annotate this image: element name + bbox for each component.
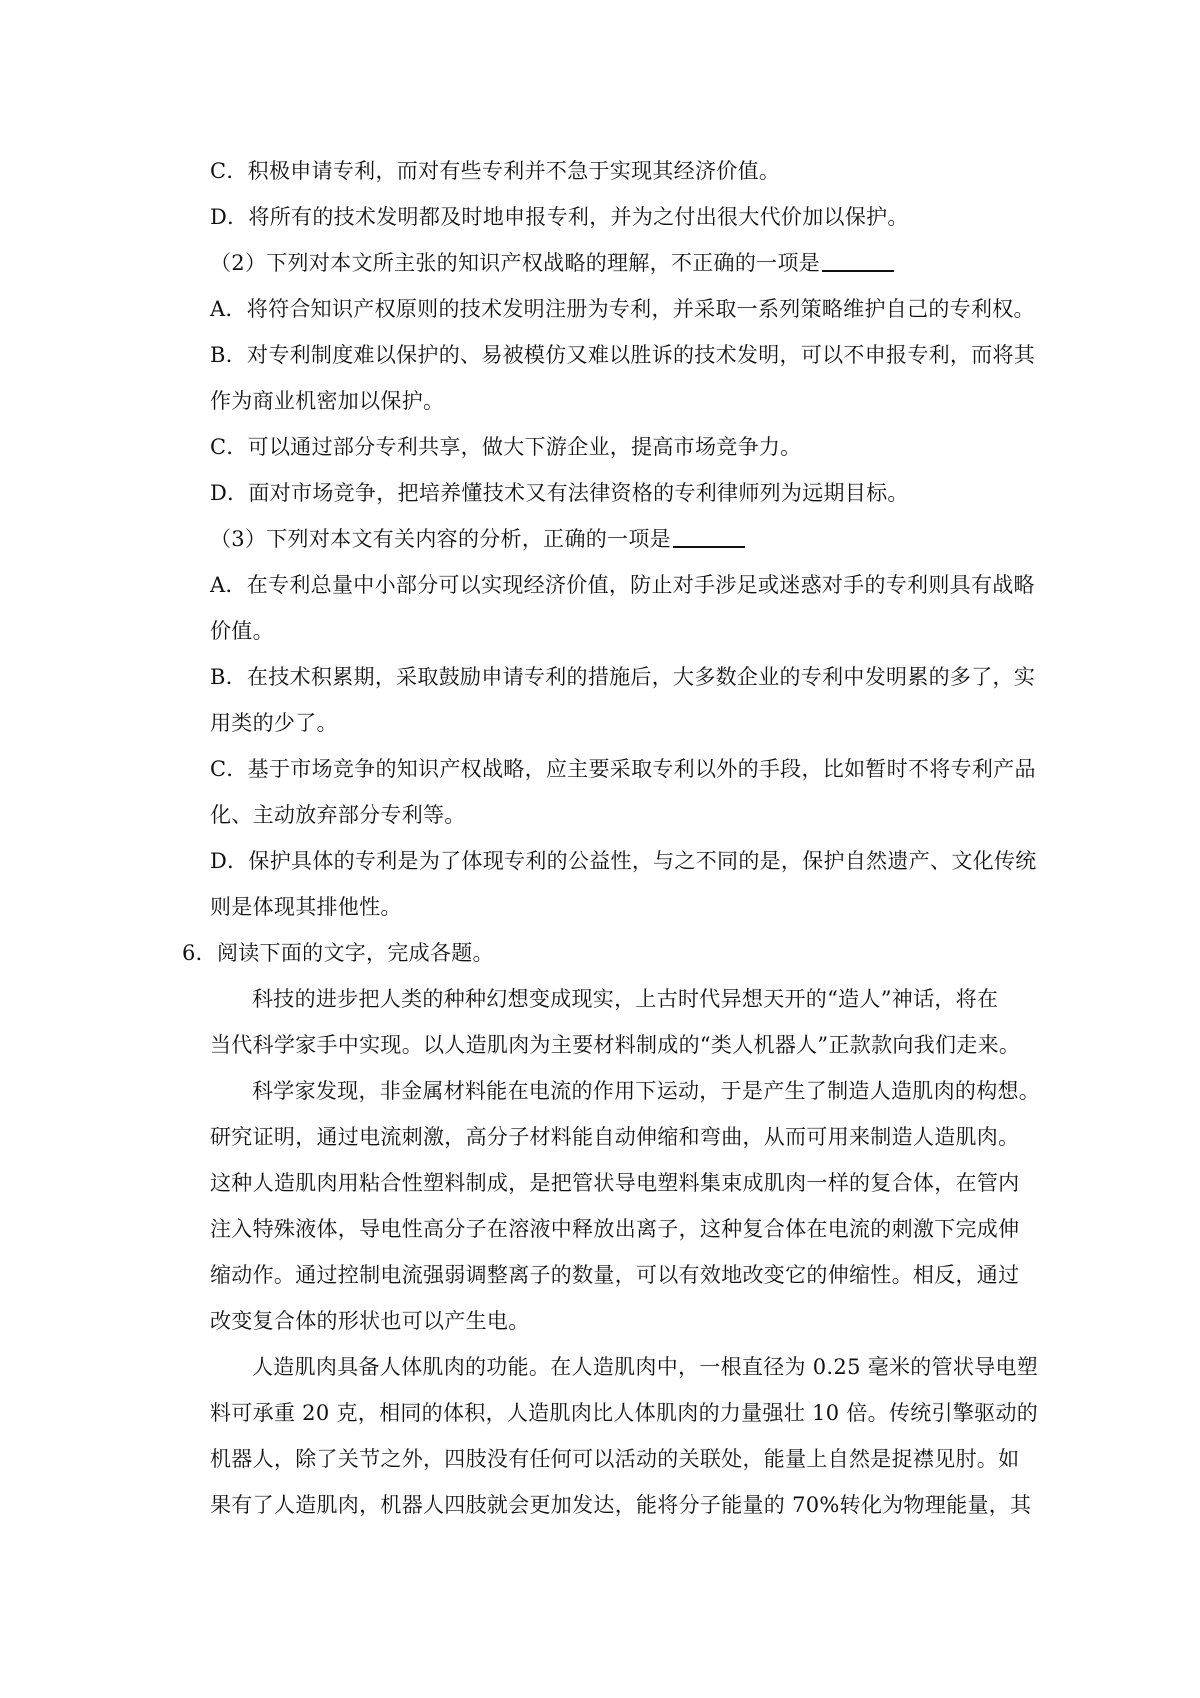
passage-p3-line1: 人造肌肉具备人体肌肉的功能。在人造肌肉中，一根直径为 0.25 毫米的管状导电塑 <box>252 1355 1039 1379</box>
sub3-option-a-line2: 价值。 <box>210 619 274 643</box>
sub3-option-d-line1: D．保护具体的专利是为了体现专利的公益性，与之不同的是，保护自然遗产、文化传统 <box>210 849 1037 873</box>
passage-p2-line3: 这种人造肌肉用粘合性塑料制成，是把管状导电塑料集束成肌肉一样的复合体，在管内 <box>210 1171 1020 1195</box>
sub-question-3-text: （3）下列对本文有关内容的分析，正确的一项是 <box>210 527 671 551</box>
sub3-option-c-line1: C．基于市场竞争的知识产权战略，应主要采取专利以外的手段，比如暂时不将专利产品 <box>210 757 1036 781</box>
sub-question-3-stem <box>210 516 1022 562</box>
sub3-option-b-line1: B．在技术积累期，采取鼓励申请专利的措施后，大多数企业的专利中发明累的多了，实 <box>210 665 1036 689</box>
passage-p2-line5: 缩动作。通过控制电流强弱调整离子的数量，可以有效地改变它的伸缩性。相反，通过 <box>210 1263 1020 1287</box>
passage-p1-line1: 科技的进步把人类的种种幻想变成现实，上古时代异想天开的“造人”神话，将在 <box>252 987 999 1011</box>
passage-p1-line2: 当代科学家手中实现。以人造肌肉为主要材料制成的“类人机器人”正款款向我们走来。 <box>210 1033 1021 1057</box>
passage-p2-line6: 改变复合体的形状也可以产生电。 <box>210 1309 530 1333</box>
option-c-q1: C．积极申请专利，而对有些专利并不急于实现其经济价值。 <box>210 159 781 183</box>
sub2-option-b-line2: 作为商业机密加以保护。 <box>210 389 445 413</box>
sub2-option-b-line1: B．对专利制度难以保护的、易被模仿又难以胜诉的技术发明，可以不申报专利，而将其 <box>210 343 1036 367</box>
sub2-option-d: D．面对市场竞争，把培养懂技术又有法律资格的专利律师列为远期目标。 <box>210 481 909 505</box>
option-d-q1: D．将所有的技术发明都及时地申报专利，并为之付出很大代价加以保护。 <box>210 205 909 229</box>
sub2-option-c: C．可以通过部分专利共享，做大下游企业，提高市场竞争力。 <box>210 435 802 459</box>
document-content <box>182 148 1041 1528</box>
question-6-header: 6．阅读下面的文字，完成各题。 <box>182 941 494 965</box>
passage-p3-line3: 机器人，除了关节之外，四肢没有任何可以活动的关联处，能量上自然是捉襟见肘。如 <box>210 1447 1020 1471</box>
passage-p2-line4: 注入特殊液体，导电性高分子在溶液中释放出离子，这种复合体在电流的刺激下完成伸 <box>210 1217 1020 1241</box>
passage-p3-line4: 果有了人造肌肉，机器人四肢就会更加发达，能将分子能量的 70%转化为物理能量，其 <box>210 1493 1032 1517</box>
answer-blank-3 <box>673 524 745 548</box>
sub2-option-a: A．将符合知识产权原则的技术发明注册为专利，并采取一系列策略维护自己的专利权。 <box>210 297 1035 321</box>
passage-p2-line1: 科学家发现，非金属材料能在电流的作用下运动，于是产生了制造人造肌肉的构想。 <box>252 1079 1041 1103</box>
sub-question-2-text: （2）下列对本文所主张的知识产权战略的理解，不正确的一项是 <box>210 251 821 275</box>
sub3-option-a-line1: A．在专利总量中小部分可以实现经济价值，防止对手涉足或迷惑对手的专利则具有战略 <box>210 573 1035 597</box>
answer-blank-2 <box>822 248 894 272</box>
passage-p2-line2: 研究证明，通过电流刺激，高分子材料能自动伸缩和弯曲，从而可用来制造人造肌肉。 <box>210 1125 1020 1149</box>
passage-p3-line2: 料可承重 20 克，相同的体积，人造肌肉比人体肌肉的力量强壮 10 倍。传统引擎驱动的 <box>210 1401 1039 1425</box>
sub3-option-b-line2: 用类的少了。 <box>210 711 338 735</box>
sub3-option-d-line2: 则是体现其排他性。 <box>210 895 402 919</box>
sub3-option-c-line2: 化、主动放弃部分专利等。 <box>210 803 466 827</box>
sub-question-2-stem <box>210 240 1022 286</box>
